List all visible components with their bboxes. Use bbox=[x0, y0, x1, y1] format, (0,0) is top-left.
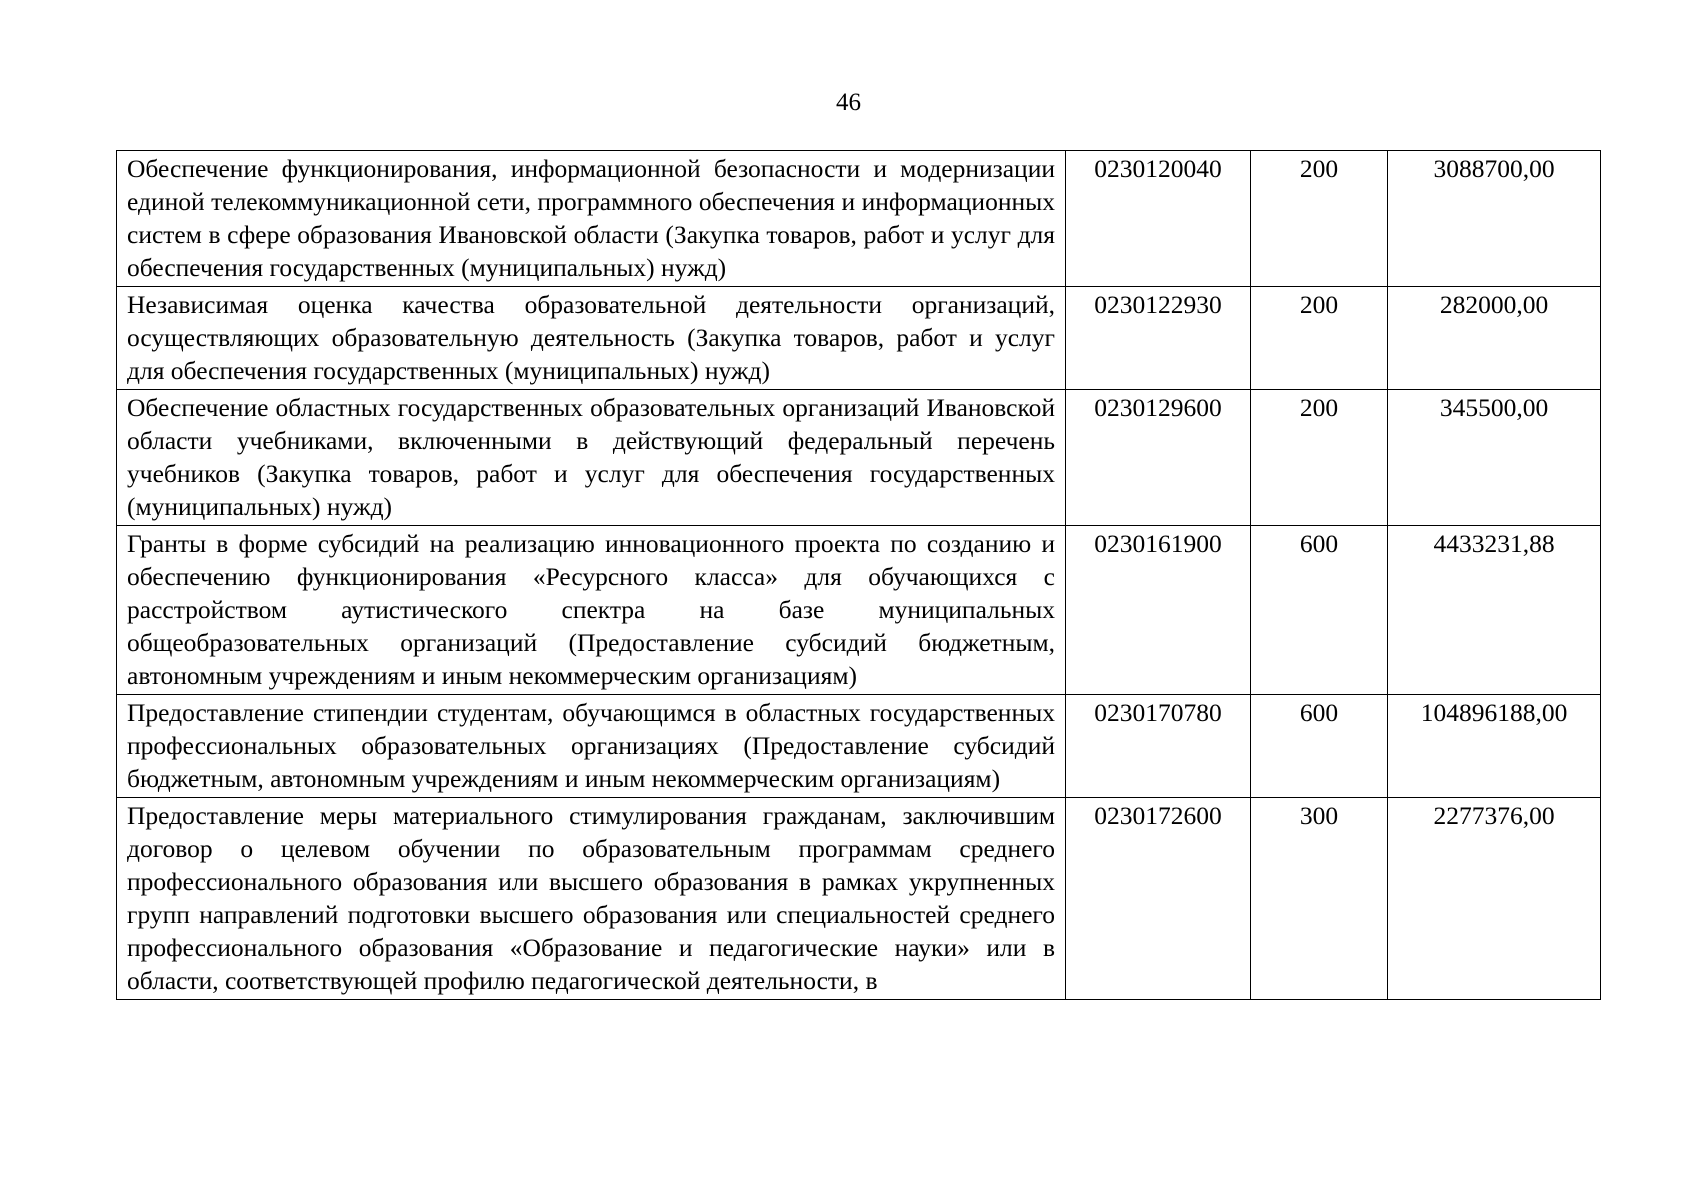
table-row bbox=[117, 151, 1601, 287]
budget-table-body bbox=[117, 151, 1601, 1000]
row-description: Независимая оценка качества образовательной деятельности организаций, осуществляющих образовательную деятельность (Закупка товаров, работ и услуг для обеспечения государственных (муниципальных) нужд) bbox=[117, 287, 1066, 390]
row-amount: 345500,00 bbox=[1388, 390, 1601, 526]
row-description: Предоставление стипендии студентам, обучающимся в областных государственных профессиональных образовательных организациях (Предоставление субсидий бюджетным, автономным учреждениям и иным некоммерческим организациям) bbox=[117, 695, 1066, 798]
row-description: Обеспечение областных государственных образовательных организаций Ивановской области учебниками, включенными в действующий федеральный перечень учебников (Закупка товаров, работ и услуг для обеспечения государственных (муниципальных) нужд) bbox=[117, 390, 1066, 526]
row-description: Обеспечение функционирования, информационной безопасности и модернизации единой телекоммуникационной сети, программного обеспечения и информационных систем в сфере образования Ивановской области (Закупка товаров, работ и услуг для обеспечения государственных (муниципальных) нужд) bbox=[117, 151, 1066, 287]
row-description: Гранты в форме субсидий на реализацию инновационного проекта по созданию и обеспечению функционирования «Ресурсного класса» для обучающихся с расстройством аутистического спектра на базе муниципальных общеобразовательных организаций (Предоставление субсидий бюджетным, автономным учреждениям и иным некоммерческим организациям) bbox=[117, 526, 1066, 695]
table-row bbox=[117, 390, 1601, 526]
row-target-code: 0230172600 bbox=[1066, 798, 1251, 1000]
table-row bbox=[117, 798, 1601, 1000]
row-expense-type: 200 bbox=[1251, 390, 1388, 526]
row-expense-type: 600 bbox=[1251, 695, 1388, 798]
table-row bbox=[117, 526, 1601, 695]
row-description: Предоставление меры материального стимулирования гражданам, заключившим договор о целевом обучении по образовательным программам среднего профессионального образования или высшего образования в рамках укрупненных групп направлений подготовки высшего образования или специальностей среднего профессионального образования «Образование и педагогические науки» или в области, соответствующей профилю педагогической деятельности, в bbox=[117, 798, 1066, 1000]
row-expense-type: 200 bbox=[1251, 151, 1388, 287]
row-target-code: 0230122930 bbox=[1066, 287, 1251, 390]
row-expense-type: 300 bbox=[1251, 798, 1388, 1000]
row-amount: 2277376,00 bbox=[1388, 798, 1601, 1000]
row-target-code: 0230120040 bbox=[1066, 151, 1251, 287]
table-row bbox=[117, 695, 1601, 798]
page-number: 46 bbox=[836, 89, 861, 116]
row-amount: 3088700,00 bbox=[1388, 151, 1601, 287]
budget-table bbox=[116, 150, 1601, 1000]
row-expense-type: 200 bbox=[1251, 287, 1388, 390]
row-amount: 282000,00 bbox=[1388, 287, 1601, 390]
row-target-code: 0230161900 bbox=[1066, 526, 1251, 695]
row-amount: 4433231,88 bbox=[1388, 526, 1601, 695]
row-amount: 104896188,00 bbox=[1388, 695, 1601, 798]
table-row bbox=[117, 287, 1601, 390]
row-expense-type: 600 bbox=[1251, 526, 1388, 695]
row-target-code: 0230170780 bbox=[1066, 695, 1251, 798]
row-target-code: 0230129600 bbox=[1066, 390, 1251, 526]
